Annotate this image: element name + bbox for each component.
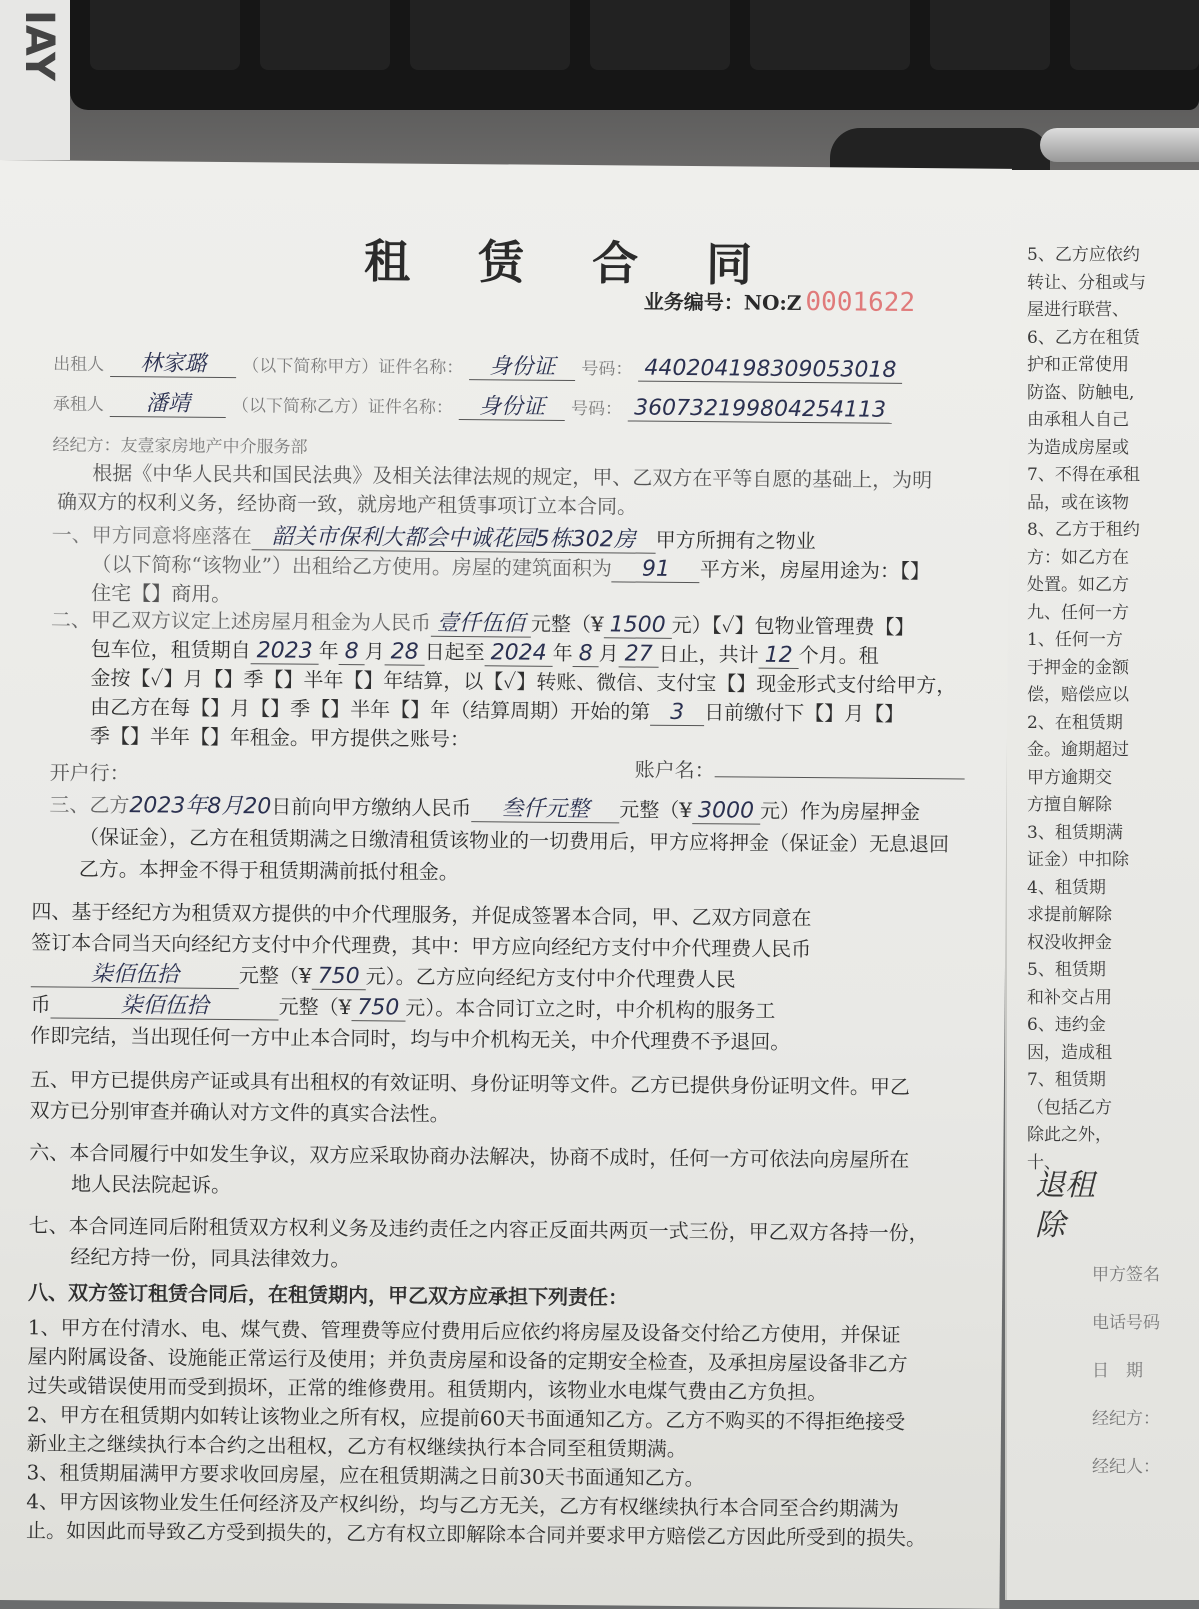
side-handwriting-2: 除 (1035, 1208, 1065, 1243)
clause-2-line-3: 金按【✓】月【】季【】半年【】年结算，以【✓】转账、微信、支付宝【】现金形式支付给甲方， (90, 665, 957, 698)
side-line: 3、租赁期满 (1027, 822, 1123, 843)
side-line: 6、违约金 (1027, 1015, 1106, 1035)
clause-2-line-2: 包车位，租赁期自 2023 年 8 月 28 日起至 2024 年 8 月 27 日止，共计 12 个月。租 (90, 636, 879, 668)
payment-day: 3 (650, 700, 704, 726)
side-line: 5、乙方应依约 (1027, 245, 1140, 265)
clause-1-line-3: 住宅【】商用。 (91, 580, 232, 607)
bank-label: 开户行： (49, 760, 130, 786)
side-sheet (1005, 170, 1199, 1600)
side-line: 和补交占用 (1027, 987, 1112, 1008)
clause-3-line-3: 乙方。本押金不得于租赁期满前抵付租金。 (78, 856, 459, 885)
side-line: 护和正常使用 (1027, 355, 1129, 375)
biz-no: 0001622 (805, 287, 916, 318)
agent-fee-1-words: 柒佰伍拾 (31, 961, 239, 989)
clause-3-line-2: （保证金），乙方在租赁期满之日缴清租赁该物业的一切费用后，甲方应将押金（保证金）无息退回 (78, 824, 950, 857)
clause-6-line-2: 地人民法院起诉。 (70, 1171, 232, 1198)
clause-4-line-5: 作即完结，当出现任何一方中止本合同时，均与中介机构无关，中介代理费不予退回。 (30, 1023, 791, 1054)
rent-number: 1500 (604, 612, 672, 639)
rent-words: 壹仟伍佰 (431, 611, 531, 638)
side-line: 8、乙方于租约 (1027, 520, 1140, 540)
account-name-label: 账户名： (635, 756, 965, 788)
side-footer-line: 电话号码 (1092, 1313, 1160, 1333)
clause-5-line-1: 五、甲方已提供房产证或具有出租权的有效证明、身份证明等文件。乙方已提供身份证明文件。甲乙 (29, 1067, 911, 1099)
intro-line-2: 确双方的权利义务，经协商一致，就房地产租赁事项订立本合同。 (56, 489, 638, 519)
clause-4-line-1: 四、基于经纪方为租赁双方提供的中介代理服务，并促成签署本合同，甲、乙双方同意在 (31, 899, 812, 931)
paper-scrap: IAY (0, 0, 70, 160)
side-footer-line: 经纪人： (1092, 1457, 1160, 1477)
side-line: 方擅自解除 (1027, 795, 1112, 815)
side-line: 品，或在该物 (1027, 492, 1129, 513)
side-line: 证金）中扣除 (1027, 850, 1129, 870)
lessee-name: 潘靖 (110, 391, 226, 418)
business-number (644, 286, 916, 318)
side-line: 7、租赁期 (1027, 1070, 1106, 1090)
clause-2-line-4: 由乙方在每【】月【】季【】半年【】年（结算周期）开始的第 3 日前缴付下【】月【】 (90, 694, 905, 726)
clause-8-l8: 止。如因此而导致乙方受到损失的，乙方有权立即解除本合同并要求甲方赔偿乙方因此所受到的损失。 (25, 1518, 927, 1551)
clause-8-l2: 屋内附属设备、设施能正常运行及使用；并负责房屋和设备的定期安全检查，及承担房屋设备非乙方 (27, 1344, 908, 1376)
side-line: 防盗、防触电, (1027, 382, 1135, 403)
clause-8-l6: 3、租赁期届满甲方要求收回房屋，应在租赁期满之日前30天书面通知乙方。 (26, 1460, 705, 1491)
side-line: 金。逾期超过 (1027, 740, 1129, 760)
clause-8-l5: 新业主之继续执行本合约之出租权，乙方有权继续执行本合同至租赁期满。 (26, 1431, 687, 1462)
side-line: 4、租赁期 (1027, 877, 1106, 898)
property-address: 韶关市保利大都会中诚花园5栋302房 (252, 524, 656, 554)
agent-row: 经纪方：友壹家房地产中介服务部 (52, 435, 308, 458)
side-line: 6、乙方在租赁 (1027, 327, 1140, 348)
pen (1040, 128, 1199, 162)
lessee-row: 承租人 潘靖 （以下简称乙方）证件名称： 身份证 号码： 360732199804254113 (53, 385, 892, 423)
clause-4-line-2: 签订本合同当天向经纪方支付中介代理费，其中：甲方应向经纪方支付中介代理费人民币 (31, 930, 812, 962)
side-line: 于押金的金额 (1027, 657, 1129, 678)
side-footer-line: 经纪方： (1092, 1409, 1160, 1429)
side-footer-line: 日 期 (1092, 1361, 1143, 1381)
keyboard (70, 0, 1199, 110)
side-line: 九、任何一方 (1027, 602, 1129, 623)
side-line: 屋进行联营、 (1027, 300, 1129, 320)
side-line: 因，造成租 (1027, 1042, 1112, 1063)
intro-line-1: 根据《中华人民共和国民法典》及相关法律法规的规定，甲、乙双方在平等自愿的基础上，为明 (92, 460, 933, 493)
deposit-date: 2023年8月20 (129, 793, 272, 820)
clause-8-l7: 4、甲方因该物业发生任何经济及产权纠纷，均与乙方无关，乙方有权继续执行本合同至合约期满为 (26, 1489, 900, 1521)
agent-fee-2-words: 柒佰伍拾 (51, 992, 279, 1020)
clause-3-line-1: 三、乙方2023年8月20日前向甲方缴纳人民币 叁仟元整 元整（¥ 3000 元）作为房屋押金 (49, 792, 921, 825)
clause-8-l3: 过失或错误使用而受到损坏，正常的维修费用。租赁期内，该物业水电煤气费由乙方负担。 (27, 1373, 828, 1405)
agent-fee-2-number: 750 (351, 995, 405, 1021)
side-line: 2、在租赁期 (1027, 712, 1123, 733)
side-line: 由承租人自己 (1027, 410, 1129, 430)
side-line: （包括乙方 (1027, 1097, 1112, 1118)
side-line: 7、不得在承租 (1027, 465, 1140, 485)
side-line: 1、任何一方 (1027, 630, 1123, 650)
side-line: 求提前解除 (1027, 905, 1112, 925)
side-footer-line: 甲方签名 (1092, 1265, 1160, 1285)
clause-8-l4: 2、甲方在租赁期内如转让该物业之所有权，应提前60天书面通知乙方。乙方不购买的不得拒绝接受 (26, 1402, 906, 1434)
clause-1-line-1: 一、甲方同意将座落在 韶关市保利大都会中诚花园5栋302房 甲方所拥有之物业 (51, 522, 816, 554)
page-title: 租 赁 合 同 (363, 234, 779, 292)
property-area: 91 (612, 556, 700, 583)
lessor-name: 林家璐 (110, 351, 236, 378)
side-line: 转让、分租或与 (1027, 272, 1146, 293)
agent-fee-1-number: 750 (312, 964, 366, 990)
clause-4-line-4: 币 柒佰伍拾 元整（¥ 750 元）。本合同订立之时，中介机构的服务工 (30, 992, 776, 1023)
lessor-row: 出租人 林家璐 （以下简称甲方）证件名称： 身份证 号码： 440204198309053018 (53, 345, 902, 383)
clause-7-line-2: 经纪方持一份，同具法律效力。 (70, 1244, 351, 1272)
deposit-words: 叁仟元整 (471, 796, 619, 823)
clause-6-line-1: 六、本合同履行中如发生争议，双方应采取协商办法解决，协商不成时，任何一方可依法向房屋所在 (29, 1140, 910, 1172)
lessor-id-type: 身份证 (469, 354, 575, 381)
clause-2-line-1: 二、甲乙双方议定上述房屋月租金为人民币 壹仟伍佰 元整（¥ 1500 元）【✓】包物业管理费【】 (50, 607, 915, 639)
side-line: 偿，赔偿应以 (1027, 685, 1129, 705)
side-line: 除此之外， (1027, 1125, 1112, 1145)
clause-8-title: 八、双方签订租赁合同后，在租赁期内，甲乙双方应承担下列责任： (28, 1280, 629, 1310)
clause-7-line-1: 七、本合同连同后附租赁双方权利义务及违约责任之内容正反面共两页一式三份，甲乙双方各持一份， (28, 1213, 929, 1246)
clause-2-line-5: 季【】半年【】年租金。甲方提供之账号： (89, 723, 471, 752)
clause-1-line-2: （以下简称“该物业”）出租给乙方使用。房屋的建筑面积为 91 平方米，房屋用途为：【】 (91, 551, 931, 584)
lessee-id: 360732199804254113 (628, 395, 892, 423)
lessor-id: 440204198309053018 (638, 356, 902, 384)
clause-4-line-3: 柒佰伍拾 元整（¥ 750 元）。乙方应向经纪方支付中介代理费人民 (31, 959, 736, 994)
side-line: 权没收押金 (1027, 932, 1112, 953)
side-handwriting-1: 退租 (1035, 1168, 1095, 1203)
side-line: 5、租赁期 (1027, 960, 1106, 980)
contract-sheet (0, 160, 1012, 1609)
biz-label: 业务编号：NO:Z (643, 289, 802, 315)
clause-5-line-2: 双方已分别审查并确认对方文件的真实合法性。 (29, 1098, 450, 1126)
side-line: 为造成房屋或 (1027, 437, 1129, 458)
lessee-id-type: 身份证 (459, 394, 565, 421)
side-line: 处置。如乙方 (1027, 575, 1129, 595)
side-line: 十、 (1027, 1152, 1061, 1173)
side-line: 方：如乙方在 (1027, 547, 1129, 568)
deposit-number: 3000 (692, 798, 760, 825)
side-line: 甲方逾期交 (1027, 767, 1112, 788)
clause-8-l1: 1、甲方在付清水、电、煤气费、管理费等应付费用后应依约将房屋及设备交付给乙方使用，并保证 (27, 1315, 901, 1347)
